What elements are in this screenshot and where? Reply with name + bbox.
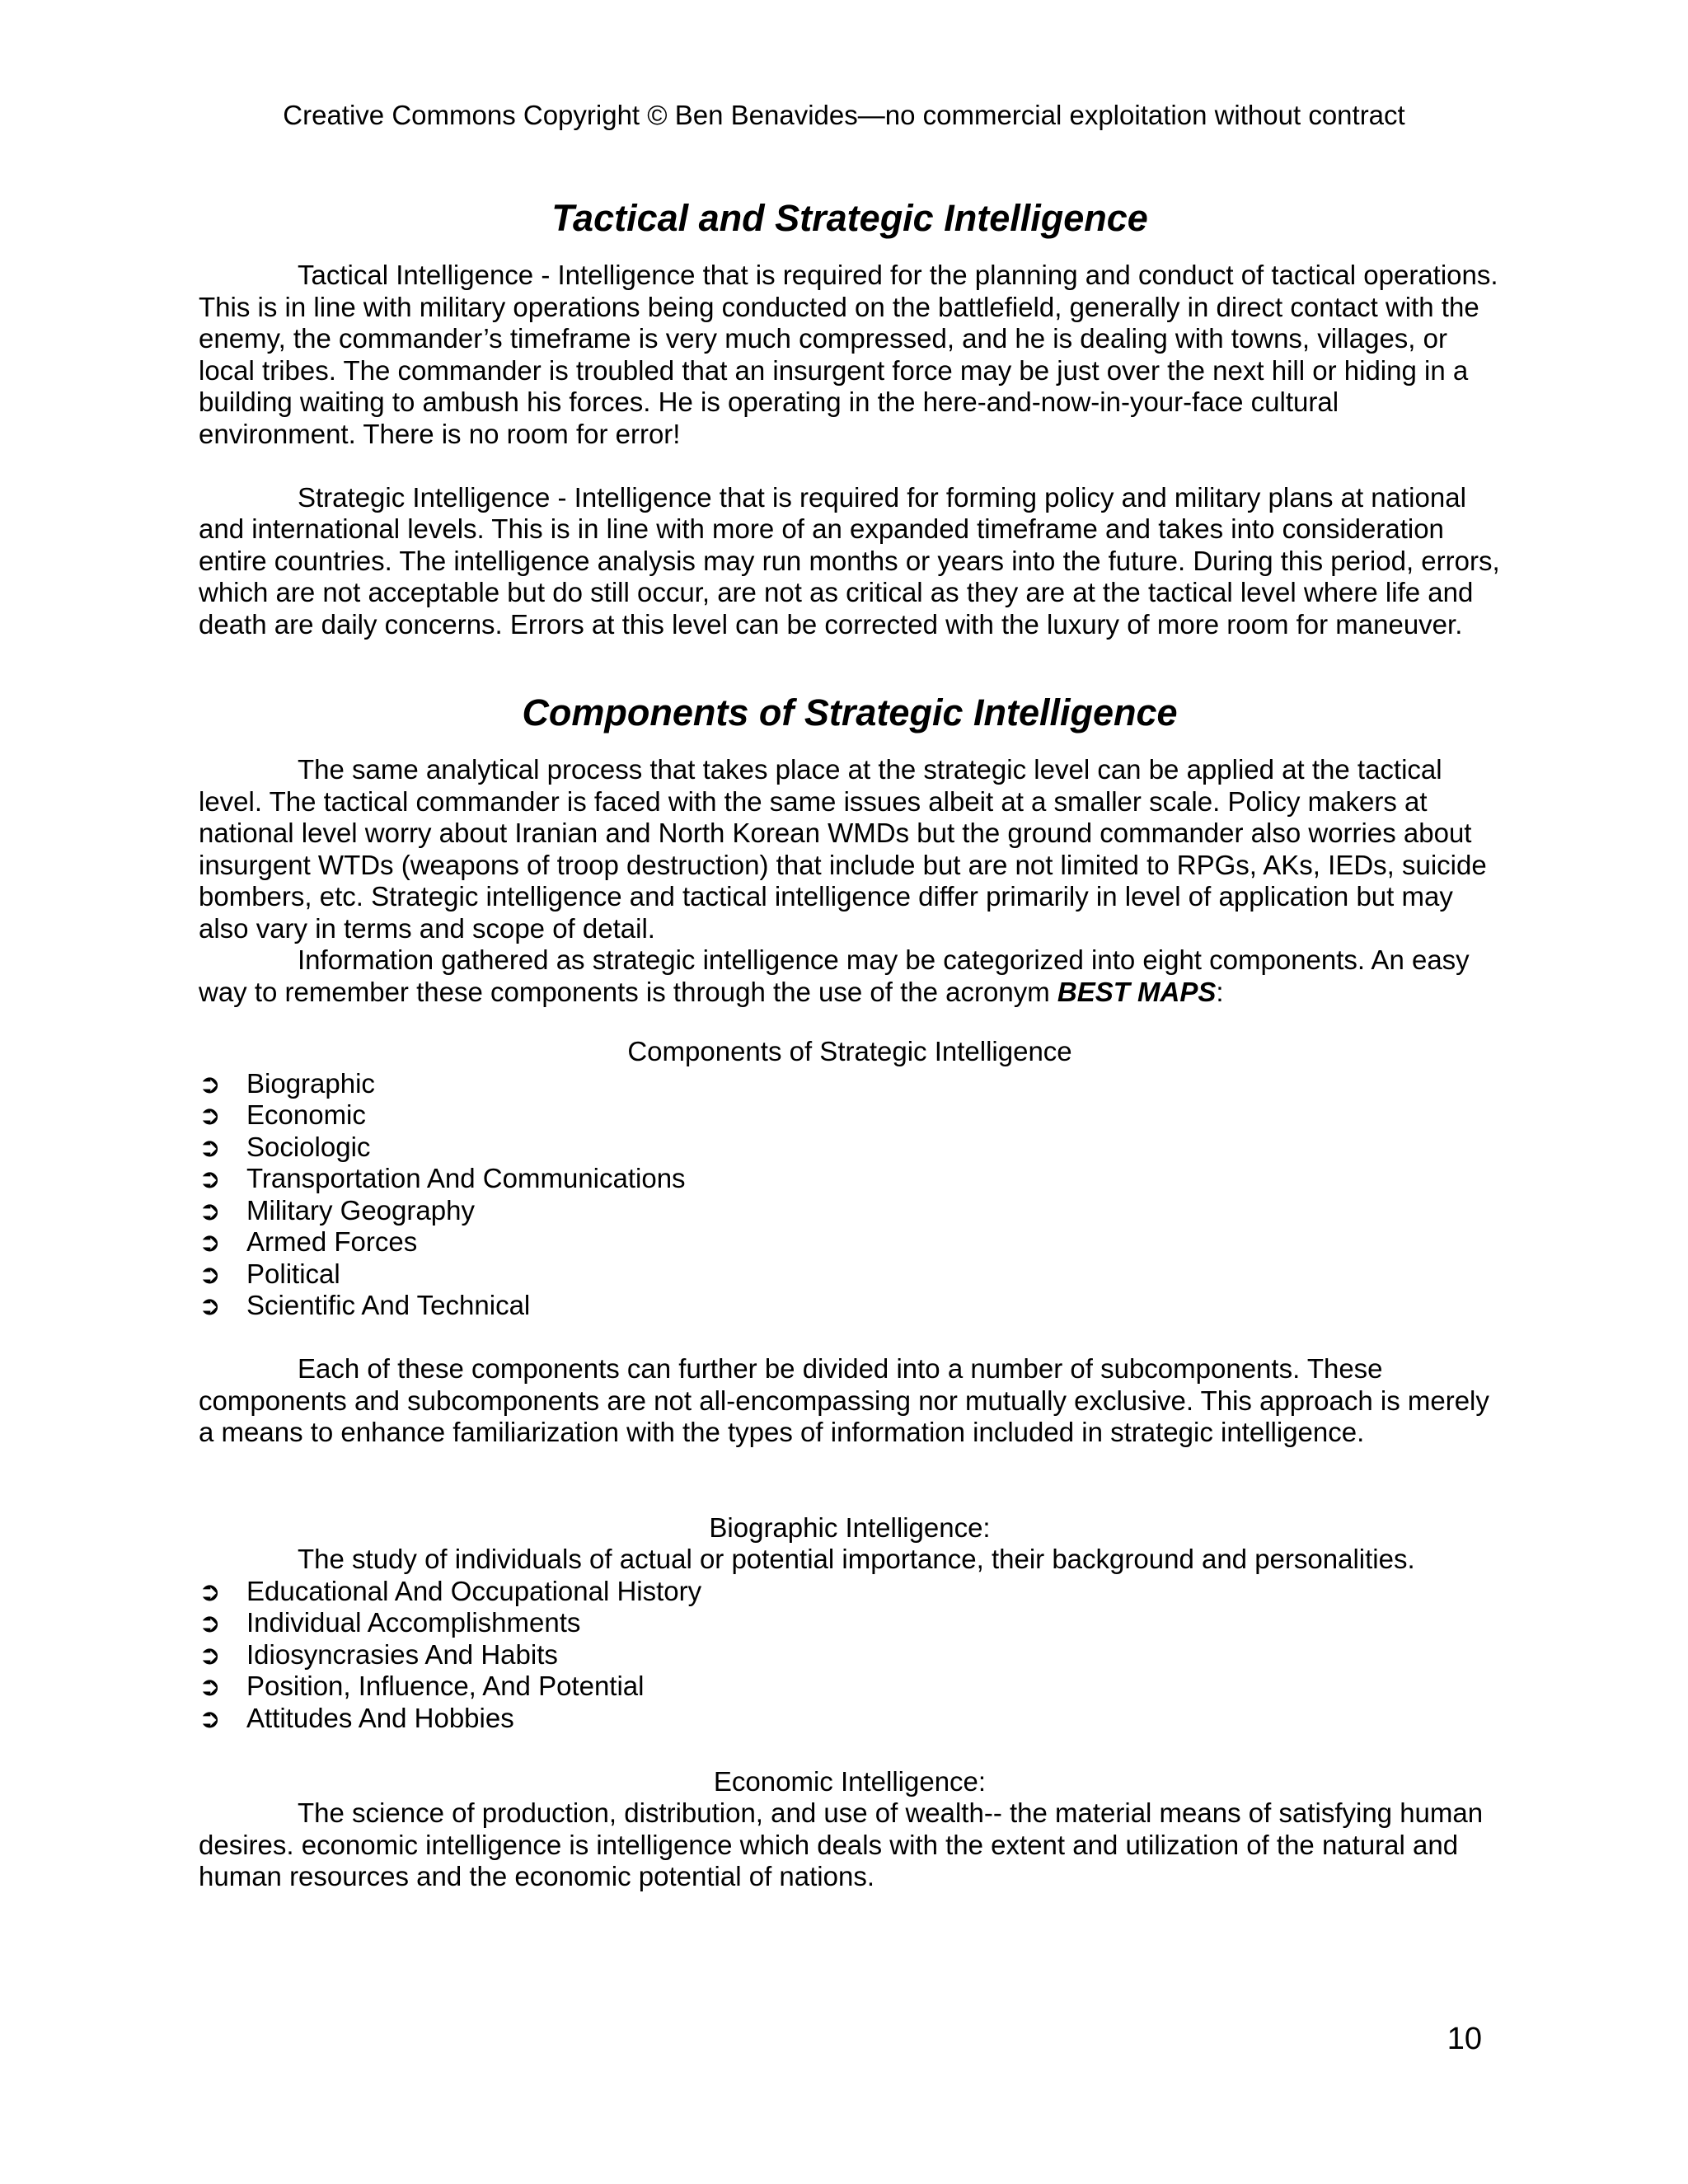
best-maps-acronym: BEST MAPS <box>1057 976 1217 1007</box>
copyright-header: Creative Commons Copyright © Ben Benavides—no commercial exploitation without contract <box>283 100 1405 130</box>
list-item <box>199 1258 1501 1291</box>
arrow-bullet-icon: ➲ <box>199 1607 221 1638</box>
arrow-bullet-icon: ➲ <box>199 1131 221 1163</box>
list-item <box>199 1226 1501 1258</box>
analytical-process-paragraph: The same analytical process that takes place at the strategic level can be applied at the tactical level. The tactical commander is faced with the same issues albeit at a smaller scale. Policy makers at national level worry about Iranian and North Korean WMDs but the ground commander also worries about insurgent WTDs (weapons of troop destruction) that include but are not limited to RPGs, AKs, IEDs, suicide bombers, etc. Strategic intelligence and tactical intelligence differ primarily in level of application but may also vary in terms and scope of detail. <box>199 754 1487 944</box>
arrow-bullet-icon: ➲ <box>199 1163 221 1194</box>
section-title-tactical-strategic: Tactical and Strategic Intelligence <box>551 197 1148 239</box>
components-list <box>199 1068 1501 1322</box>
list-item <box>199 1671 1501 1703</box>
section-title-components: Components of Strategic Intelligence <box>522 691 1178 733</box>
document-body <box>199 194 1501 1893</box>
arrow-bullet-icon: ➲ <box>199 1575 221 1607</box>
best-maps-paragraph <box>199 944 1501 1008</box>
list-item-text: Biographic <box>246 1067 375 1099</box>
list-item <box>199 1068 1501 1100</box>
economic-heading: Economic Intelligence: <box>713 1765 987 1797</box>
subcomponents-paragraph: Each of these components can further be divided into a number of subcomponents. These components and subcomponents are not all-encompassing nor mutually exclusive. This approach is merely a means to enhance familiarization with the types of information included in strategic intelligence. <box>199 1353 1489 1447</box>
list-item-text: Individual Accomplishments <box>246 1607 581 1638</box>
list-item-text: Scientific And Technical <box>246 1290 531 1320</box>
list-item <box>199 1639 1501 1671</box>
economic-definition: The science of production, distribution, and use of wealth-- the material means of satisfying human desires. economic intelligence is intelligence which deals with the extent and utilization of the natural and human resources and the economic potential of nations. <box>199 1797 1484 1891</box>
arrow-bullet-icon: ➲ <box>199 1258 221 1290</box>
biographic-list <box>199 1576 1501 1735</box>
biographic-definition: The study of individuals of actual or potential importance, their background and personalities. <box>298 1544 1415 1574</box>
list-item-text: Transportation And Communications <box>246 1163 686 1193</box>
best-maps-lead-text: Information gathered as strategic intelligence may be categorized into eight components. An easy way to remember these components is through the use of the acronym <box>199 944 1470 1007</box>
list-item-text: Sociologic <box>246 1131 371 1162</box>
arrow-bullet-icon: ➲ <box>199 1702 221 1734</box>
list-item <box>199 1703 1501 1735</box>
page-number: 10 <box>1447 2022 1482 2056</box>
arrow-bullet-icon: ➲ <box>199 1671 221 1702</box>
arrow-bullet-icon: ➲ <box>199 1099 221 1131</box>
best-maps-colon: : <box>1216 976 1224 1007</box>
list-item <box>199 1576 1501 1608</box>
list-item <box>199 1607 1501 1639</box>
arrow-bullet-icon: ➲ <box>199 1067 221 1099</box>
components-list-title: Components of Strategic Intelligence <box>627 1036 1072 1066</box>
arrow-bullet-icon: ➲ <box>199 1290 221 1321</box>
list-item <box>199 1290 1501 1322</box>
list-item-text: Armed Forces <box>246 1226 418 1257</box>
tactical-intelligence-paragraph: Tactical Intelligence - Intelligence that is required for the planning and conduct of tactical operations. This is in line with military operations being conducted on the battlefield, generally in direct contact with the enemy, the commander’s timeframe is very much compressed, and he is dealing with towns, villages, or local tribes. The commander is troubled that an insurgent force may be just over the next hill or hiding in a building waiting to ambush his forces. He is operating in the here-and-now-in-your-face cultural environment. There is no room for error! <box>199 260 1498 449</box>
list-item-text: Military Geography <box>246 1194 475 1226</box>
list-item-text: Position, Influence, And Potential <box>246 1671 645 1701</box>
biographic-heading: Biographic Intelligence: <box>709 1511 991 1543</box>
strategic-intelligence-paragraph: Strategic Intelligence - Intelligence that is required for forming policy and military plans at national and international levels. This is in line with more of an expanded timeframe and takes into consideration entire countries. The intelligence analysis may run months or years into the future. During this period, errors, which are not acceptable but do still occur, are not as critical as they are at the tactical level where life and death are daily concerns. Errors at this level can be corrected with the luxury of more room for maneuver. <box>199 481 1500 640</box>
list-item-text: Educational And Occupational History <box>246 1575 702 1606</box>
list-item-text: Political <box>246 1258 340 1289</box>
arrow-bullet-icon: ➲ <box>199 1638 221 1671</box>
list-item-text: Idiosyncrasies And Habits <box>246 1638 558 1670</box>
list-item <box>199 1099 1501 1132</box>
list-item <box>199 1163 1501 1195</box>
list-item <box>199 1132 1501 1164</box>
list-item-text: Economic <box>246 1099 366 1130</box>
arrow-bullet-icon: ➲ <box>199 1226 221 1258</box>
arrow-bullet-icon: ➲ <box>199 1194 221 1226</box>
list-item-text: Attitudes And Hobbies <box>246 1702 514 1733</box>
list-item <box>199 1195 1501 1227</box>
